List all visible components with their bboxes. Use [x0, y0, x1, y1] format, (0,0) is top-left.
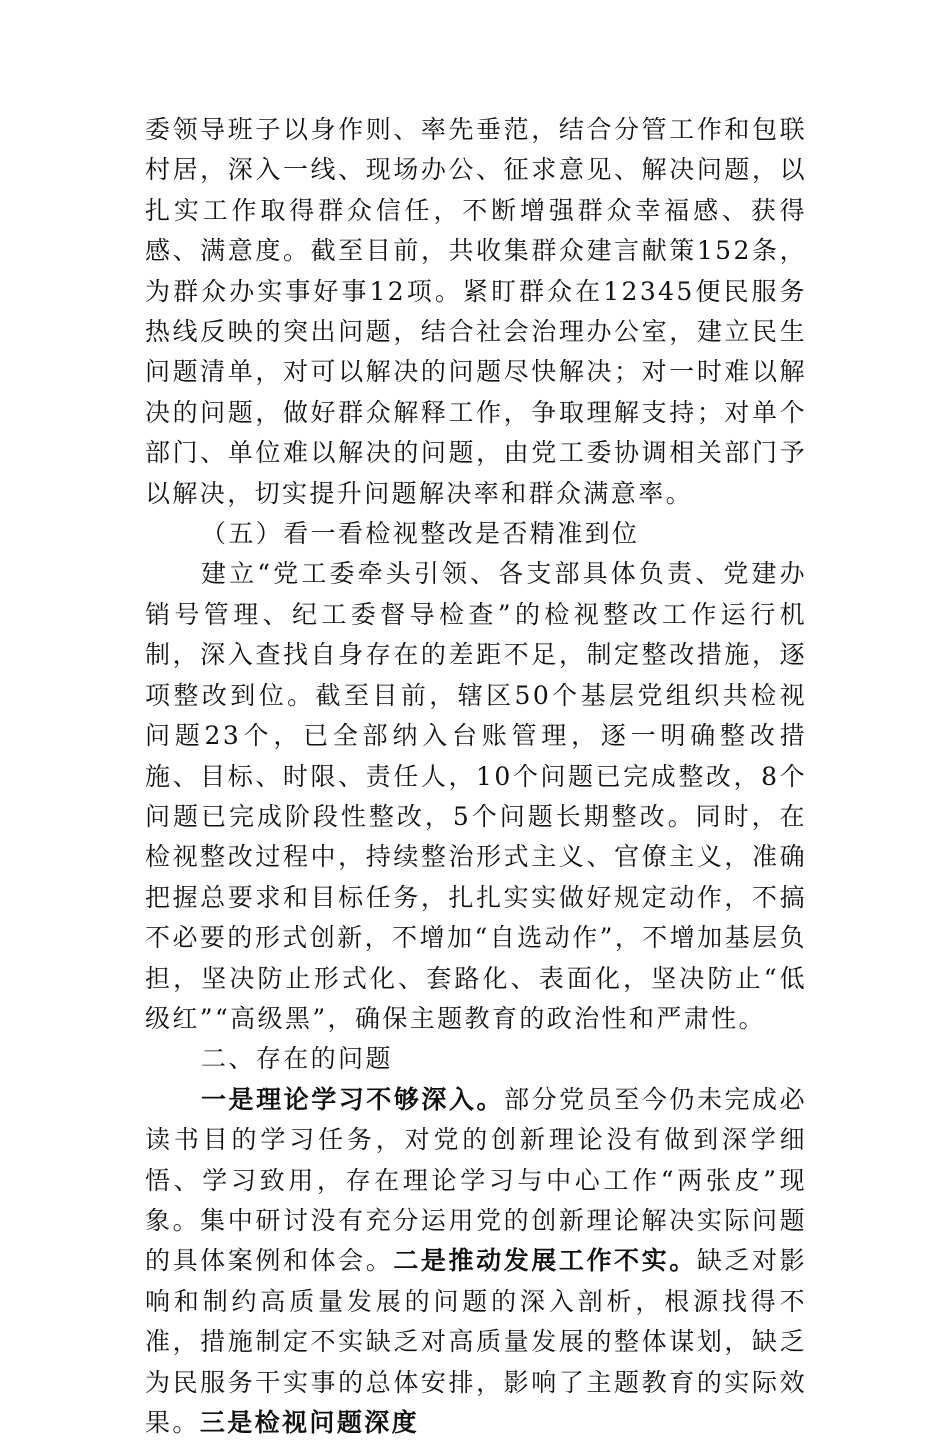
problem-2-title: 二是推动发展工作不实。 [393, 1246, 697, 1276]
section-5-heading: （五）看一看检视整改是否精准到位 [201, 519, 640, 549]
problem-3-title: 三是检视问题深度 [199, 1408, 420, 1437]
section-5-body: 建立“党工委牵头引领、各支部具体负责、党建办销号管理、纪工委督导检查”的检视整改工作运行机制，深入查找自身存在的差距不足，制定整改措施，逐项整改到位。截至目前，辖区50个基层党组织共检视问题23个，已全部纳入台账管理，逐一明确整改措施、目标、时限、责任人，10个问题已完成整改，8个问题已完成阶段性整改，5个问题长期整改。同时，在检视整改过程中，持续整治形式主义、官僚主义，准确把握总要求和目标任务，扎扎实实做好规定动作，不搞不必要的形式创新，不增加“自选动作”，不增加基层负担，坚决防止形式化、套路化、表面化，坚决防止“低级红”“高级黑”，确保主题教育的政治性和严肃性。 [145, 559, 807, 1033]
problem-2-body: 缺乏对影响和制约高质量发展的问题的深入剖析，根源找得不准，措施制定不实缺乏对高质量发展的整体谋划，缺乏为民服务干实事的总体安排，影响了主题教育的实际效果。 [145, 1246, 807, 1437]
problems-paragraph [145, 1080, 807, 1443]
document-body [145, 110, 807, 1443]
paragraph-continued: 委领导班子以身作则、率先垂范，结合分管工作和包联村居，深入一线、现场办公、征求意见、解决问题，以扎实工作取得群众信任，不断增强群众幸福感、获得感、满意度。截至目前，共收集群众建言献策152条，为群众办实事好事12项。紧盯群众在12345便民服务热线反映的突出问题，结合社会治理办公室，建立民生问题清单，对可以解决的问题尽快解决；对一时难以解决的问题，做好群众解释工作，争取理解支持；对单个部门、单位难以解决的问题，由党工委协调相关部门予以解决，切实提升问题解决率和群众满意率。 [145, 115, 807, 508]
problem-1-title: 一是理论学习不够深入。 [201, 1084, 505, 1114]
problem-1-body: 部分党员至今仍未完成必读书目的学习任务，对党的创新理论没有做到深学细悟、学习致用，存在理论学习与中心工作“两张皮”现象。集中研讨没有充分运用党的创新理论解决实际问题的具体案例和体会。 [145, 1084, 807, 1276]
part-2-heading: 二、存在的问题 [201, 1044, 393, 1074]
